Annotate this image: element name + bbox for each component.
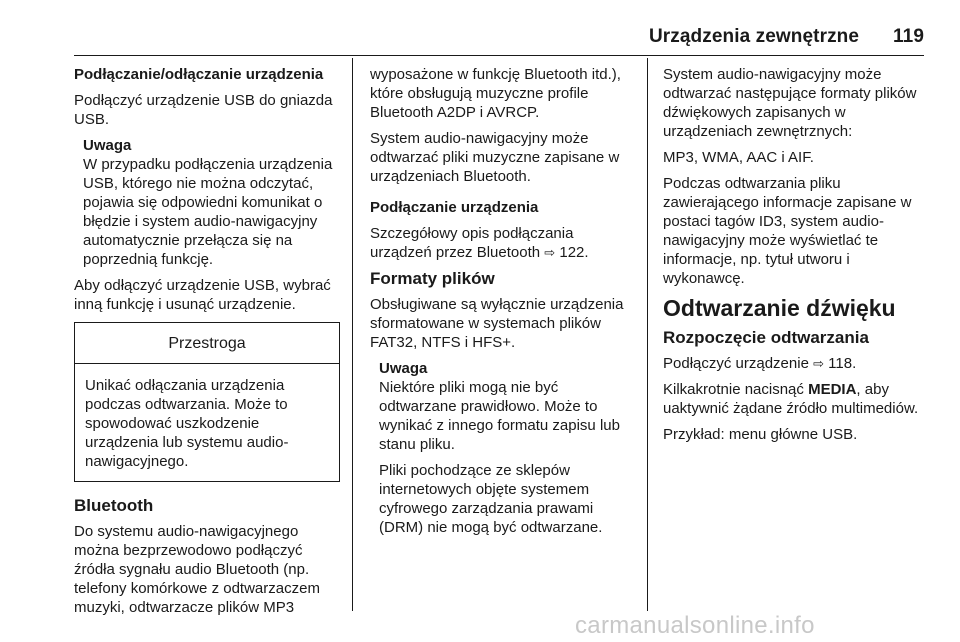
page-number: 119: [893, 26, 924, 47]
paragraph-example: Przykład: menu główne USB.: [663, 426, 858, 443]
caution-box: [74, 322, 340, 482]
note-text: Pliki pochodzące ze sklepów internetowych objęte systemem cyfrowego zarządzania prawami (DRM) nie mogą być odtwarzane.: [379, 462, 603, 536]
column-right: [663, 65, 929, 451]
page-ref-arrow-icon: ⇨: [544, 245, 556, 260]
note-text: Niektóre pliki mogą nie być odtwarzane prawidłowo. Może to wynikać z innego formatu zapisu lub stanu pliku.: [379, 379, 620, 453]
watermark-text: carmanualsonline.info: [575, 612, 815, 639]
caution-text: Unikać odłączania urządzenia podczas odtwarzania. Może to spowodować uszkodzenie urządzenia lub systemu audio-nawigacyjnego.: [85, 377, 289, 470]
note-label: Uwaga: [83, 137, 132, 154]
paragraph-formats: Obsługiwane są wyłącznie urządzenia sformatowane w systemach plików FAT32, NTFS i HFS+.: [370, 296, 624, 351]
note-label: Uwaga: [379, 360, 428, 377]
page-ref-link[interactable]: 118.: [828, 355, 857, 372]
page-header: [649, 26, 924, 48]
page-ref-arrow-icon: ⇨: [813, 356, 824, 371]
heading-file-formats: Formaty plików: [370, 269, 495, 288]
chapter-title: Urządzenia zewnętrzne: [648, 26, 860, 47]
heading-start-playback: Rozpoczęcie odtwarzania: [663, 328, 869, 347]
paragraph-connect: Podłączyć urządzenie USB do gniazda USB.: [74, 92, 333, 128]
column-left: [74, 65, 340, 624]
column-separator: [647, 58, 648, 611]
page-ref-link[interactable]: 122.: [559, 244, 589, 261]
paragraph-disconnect: Aby odłączyć urządzenie USB, wybrać inną funkcję i usunąć urządzenie.: [74, 277, 331, 313]
paragraph-connect-ref: Podłączyć urządzenie ⇨ 118.: [663, 355, 857, 372]
paragraph-format-list: MP3, WMA, AAC i AIF.: [663, 149, 814, 166]
paragraph-press-media: Kilkakrotnie nacisnąć MEDIA, aby uaktywnić żądane źródło multimediów.: [663, 381, 919, 417]
paragraph-id3: Podczas odtwarzania pliku zawierającego informacje zapisane w postaci tagów ID3, system audio-nawigacyjny może wyświetlać te informacje, np. tytuł utworu i wykonawcę.: [663, 175, 912, 287]
caution-title: Przestroga: [75, 323, 339, 364]
media-key-label: MEDIA: [808, 381, 857, 398]
paragraph-bluetooth: Do systemu audio-nawigacyjnego można bezprzewodowo podłączyć źródła sygnału audio Bluetooth (np. telefony komórkowe z odtwarzaczem muzyki, odtwarzacze plików MP3: [74, 523, 320, 616]
header-rule: [74, 55, 924, 56]
paragraph-bluetooth-play: System audio-nawigacyjny może odtwarzać pliki muzyczne zapisane w urządzeniach Bluetooth.: [370, 130, 620, 185]
paragraph-continued: wyposażone w funkcję Bluetooth itd.), które obsługują muzyczne profile Bluetooth A2DP i AVRCP.: [370, 66, 621, 121]
column-middle: [370, 65, 636, 544]
note-block: [74, 136, 340, 269]
heading-bluetooth: Bluetooth: [74, 496, 154, 515]
paragraph-system: System audio-nawigacyjny może odtwarzać następujące formaty plików dźwiękowych zapisanych w urządzeniach zewnętrznych:: [663, 66, 917, 140]
note-text: W przypadku podłączenia urządzenia USB, którego nie można odczytać, pojawia się odpowiedni komunikat o błędzie i system audio-nawigacyjny automatycznie przełącza się na poprzednią funkcję.: [83, 156, 333, 268]
heading-usb: Podłączanie/odłączanie urządzenia: [74, 66, 324, 83]
note-block: [370, 359, 636, 537]
heading-playback: Odtwarzanie dźwięku: [663, 295, 896, 321]
column-separator: [352, 58, 353, 611]
paragraph-connect-ref: Szczegółowy opis podłączania urządzeń przez Bluetooth ⇨ 122.: [370, 225, 589, 261]
heading-connect-device: Podłączanie urządzenia: [370, 199, 539, 216]
